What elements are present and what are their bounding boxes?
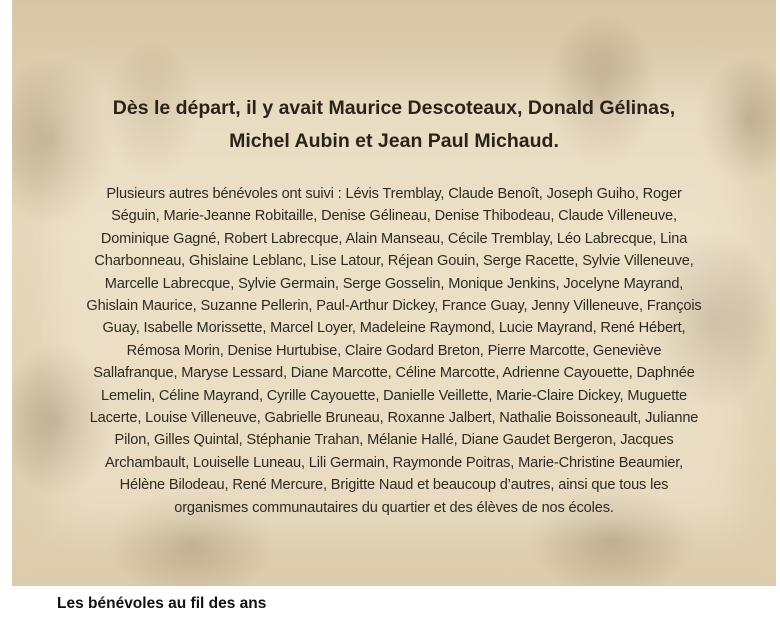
body-line: Archambault, Louiselle Luneau, Lili Germain, Raymonde Poitras, Marie-Christine Beaumier, [104, 454, 684, 471]
body-line: Lemelin, Céline Mayrand, Cyrille Cayouette, Danielle Veillette, Marie-Claire Dickey, Muguette [100, 387, 687, 404]
body-line: organismes communautaires du quartier et des élèves de nos écoles. [174, 499, 614, 516]
volunteers-group-photo [12, 0, 776, 586]
body-line: Sallafranque, Maryse Lessard, Diane Marcotte, Céline Marcotte, Adrienne Cayouette, Daphnée [93, 365, 695, 382]
headline [12, 92, 776, 158]
body-line: Dominique Gagné, Robert Labrecque, Alain Manseau, Cécile Tremblay, Léo Labrecque, Lina [100, 230, 688, 247]
headline-line: Michel Aubin et Jean Paul Michaud. [229, 130, 559, 152]
body-line: Lacerte, Louise Villeneuve, Gabrielle Bruneau, Roxanne Jalbert, Nathalie Boissoneault, Julianne [89, 410, 699, 427]
body-line: Charbonneau, Ghislaine Leblanc, Lise Latour, Réjean Gouin, Serge Racette, Sylvie Villeneuve, [94, 253, 694, 270]
body-line: Pilon, Gilles Quintal, Stéphanie Trahan, Mélanie Hallé, Diane Gaudet Bergeron, Jacques [114, 432, 674, 449]
body-line: Marcelle Labrecque, Sylvie Germain, Serge Gosselin, Monique Jenkins, Jocelyne Mayrand, [104, 275, 684, 292]
body-line: Plusieurs autres bénévoles ont suivi : Lévis Tremblay, Claude Benoît, Joseph Guiho, Roger [106, 186, 682, 202]
section-caption: Les bénévoles au fil des ans [57, 595, 267, 612]
body-line: Guay, Isabelle Morissette, Marcel Loyer, Madeleine Raymond, Lucie Mayrand, René Hébert, [102, 320, 686, 337]
body-line: Séguin, Marie-Jeanne Robitaille, Denise Gélineau, Denise Thibodeau, Claude Villeneuve, [111, 208, 677, 225]
volunteer-list-text [12, 183, 776, 519]
body-line: Hélène Bilodeau, René Mercure, Brigitte Naud et beaucoup d’autres, ainsi que tous les [119, 477, 669, 494]
body-line: Ghislain Maurice, Suzanne Pellerin, Paul-Arthur Dickey, France Guay, Jenny Villeneuve, François [86, 298, 702, 315]
headline-line: Dès le départ, il y avait Maurice Descoteaux, Donald Gélinas, [112, 97, 676, 119]
body-line: Rémosa Morin, Denise Hurtubise, Claire Godard Breton, Pierre Marcotte, Geneviève [126, 342, 662, 359]
